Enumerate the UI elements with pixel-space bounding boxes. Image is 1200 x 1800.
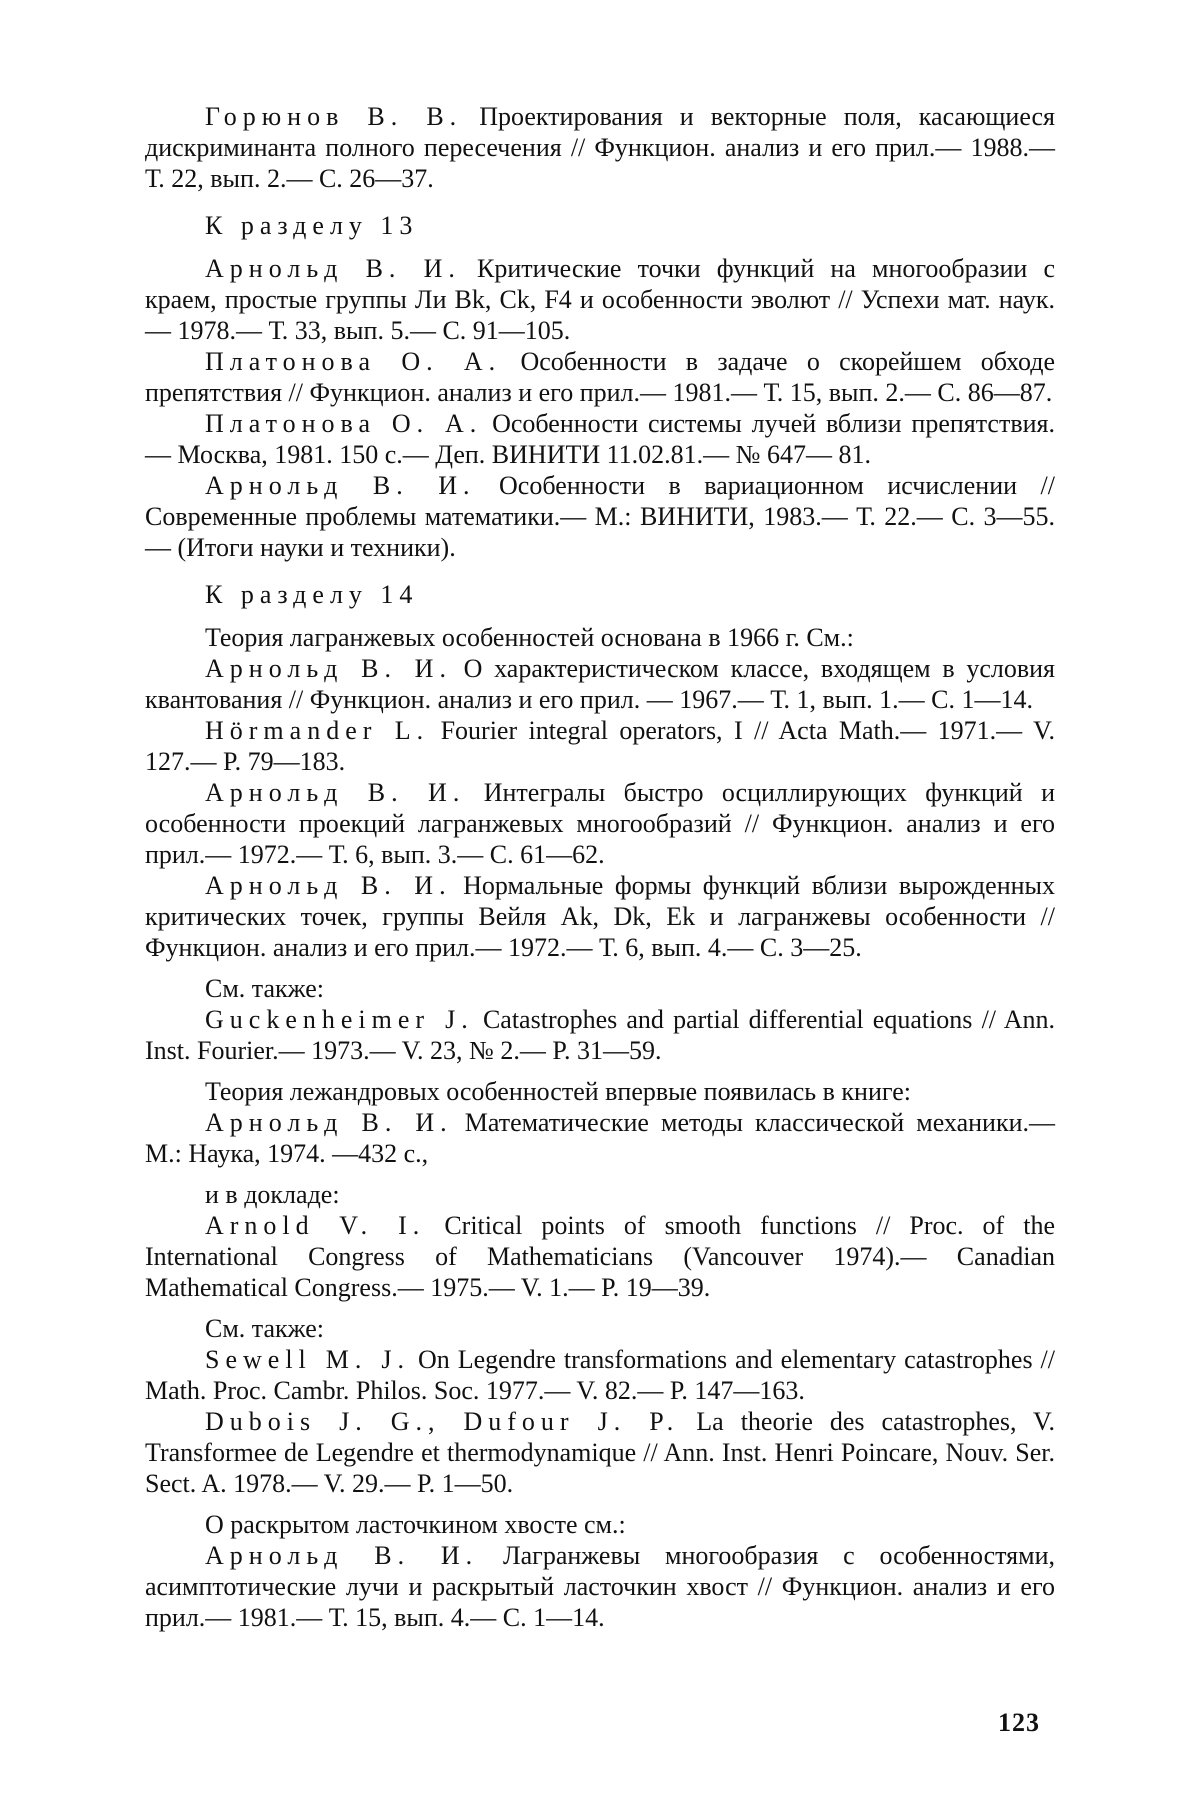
bibliography-entry (145, 101, 1055, 194)
entry-text: Critical points of smooth functions // Proc. of the International Congress of Mathematicians (Vancouver 1974).— Canadian Mathematical Congress.— 1975.— V. 1.— P. 19—39. (145, 1211, 1055, 1302)
bibliography-entry (145, 1107, 1055, 1169)
entry-author: Арнольд В. И. (205, 654, 452, 683)
bibliography-entry (145, 346, 1055, 408)
entry-text: Особенности в задаче о скорейшем обходе препятствия // Функцион. анализ и его прил.— 1981.— Т. 15, вып. 2.— С. 86—87. (145, 347, 1055, 407)
entry-text: Catastrophes and partial differential equations // Ann. Inst. Fourier.— 1973.— V. 23, № 2.— P. 31—59. (145, 1005, 1055, 1065)
entry-text: La theorie des catastrophes, V. Transformee de Legendre et thermodynamique // Ann. Inst. Henri Poincare, Nouv. Ser. Sect. A. 1978.— V. 29.— P. 1—50. (145, 1407, 1055, 1498)
bibliography-entry (145, 653, 1055, 715)
bibliography-entry (145, 1210, 1055, 1303)
entry-text: Проектирования и векторные поля, касающиеся дискриминанта полного пересечения // Функцион. анализ и его прил.— 1988.— Т. 22, вып. 2.— С. 26—37. (145, 102, 1056, 193)
entry-author: Арнольд В. И. (205, 1108, 453, 1137)
entry-author: Арнольд В. И. (205, 778, 466, 807)
entry-text: Лагранжевы многообразия с особенностями, асимптотические лучи и раскрытый ласточкин хвост // Функцион. анализ и его прил.— 1981.— Т. 15, вып. 4.— С. 1—14. (145, 1541, 1055, 1632)
entry-author: Dubois J. G., Dufour J. P. (205, 1407, 680, 1436)
bibliography-entry (145, 1344, 1055, 1406)
bibliography-entry (145, 870, 1055, 963)
entry-author: Арнольд В. И. (205, 254, 461, 283)
entry-text: Нормальные формы функций вблизи вырожденных критических точек, группы Вейля Ak, Dk, Ek и лагранжевы особенности // Функцион. анализ и его прил.— 1972.— Т. 6, вып. 4.— С. 3—25. (145, 871, 1055, 962)
bibliography-entry (145, 1004, 1055, 1066)
entry-text: О характеристическом классе, входящем в условия квантования // Функцион. анализ и его прил. — 1967.— Т. 1, вып. 1.— С. 1—14. (145, 654, 1055, 714)
see-also-label: См. также: (205, 1314, 325, 1343)
entry-text: Математические методы классической механики.— М.: Наука, 1974. —432 с., (145, 1108, 1055, 1168)
bibliography-entry (145, 1540, 1055, 1633)
entry-text: Fourier integral operators, I // Acta Math.— 1971.— V. 127.— P. 79—183. (145, 716, 1056, 776)
entry-author: Arnold V. I. (205, 1211, 426, 1240)
entry-author: Sewell M. J. (205, 1345, 410, 1374)
bibliography-entry (145, 253, 1055, 346)
swallowtail-intro: О раскрытом ласточкином хвосте см.: (205, 1510, 626, 1539)
entry-text: Особенности системы лучей вблизи препятствия.— Москва, 1981. 150 с.— Деп. ВИНИТИ 11.02.81.— № 647— 81. (145, 409, 1055, 469)
page-number: 123 (998, 1708, 1040, 1737)
section-heading-13: К разделу 13 (205, 211, 419, 240)
entry-text: Критические точки функций на многообразии с краем, простые группы Ли Bk, Ck, F4 и особенности эволют // Успехи мат. наук.— 1978.— Т. 33, вып. 5.— С. 91—105. (145, 254, 1056, 345)
legendre-intro: Теория лежандровых особенностей впервые появилась в книге: (205, 1077, 911, 1106)
entry-text: Особенности в вариационном исчислении // Современные проблемы математики.— М.: ВИНИТИ, 1983.— Т. 22.— С. 3—55.— (Итоги науки и техники). (145, 471, 1055, 562)
bibliography-entry (145, 470, 1055, 563)
entry-author: Hörmander L. (205, 716, 430, 745)
entry-author: Горюнов В. В. (205, 102, 463, 131)
entry-text: Интегралы быстро осциллирующих функций и особенности проекций лагранжевых многообразий // Функцион. анализ и его прил.— 1972.— Т. 6, вып. 3.— С. 61—62. (145, 778, 1055, 869)
entry-author: Арнольд В. И. (205, 471, 476, 500)
entry-author: Платонова О. А. (205, 409, 483, 438)
bibliography-entry (145, 777, 1055, 870)
section-intro: Теория лагранжевых особенностей основана в 1966 г. См.: (205, 623, 854, 652)
text-column (145, 101, 1055, 1633)
entry-author: Guckenheimer J. (205, 1005, 474, 1034)
section-heading-14: К разделу 14 (205, 580, 419, 609)
bibliography-entry (145, 408, 1055, 470)
bibliography-entry (145, 1406, 1055, 1499)
entry-author: Арнольд В. И. (205, 1541, 479, 1570)
see-also-label: См. также: (205, 974, 325, 1003)
bibliography-entry (145, 715, 1055, 777)
entry-author: Арнольд В. И. (205, 871, 452, 900)
report-intro: и в докладе: (205, 1180, 340, 1209)
entry-text: On Legendre transformations and elementary catastrophes // Math. Proc. Cambr. Philos. Soc. 1977.— V. 82.— P. 147—163. (145, 1345, 1055, 1405)
entry-author: Платонова О. А. (205, 347, 502, 376)
